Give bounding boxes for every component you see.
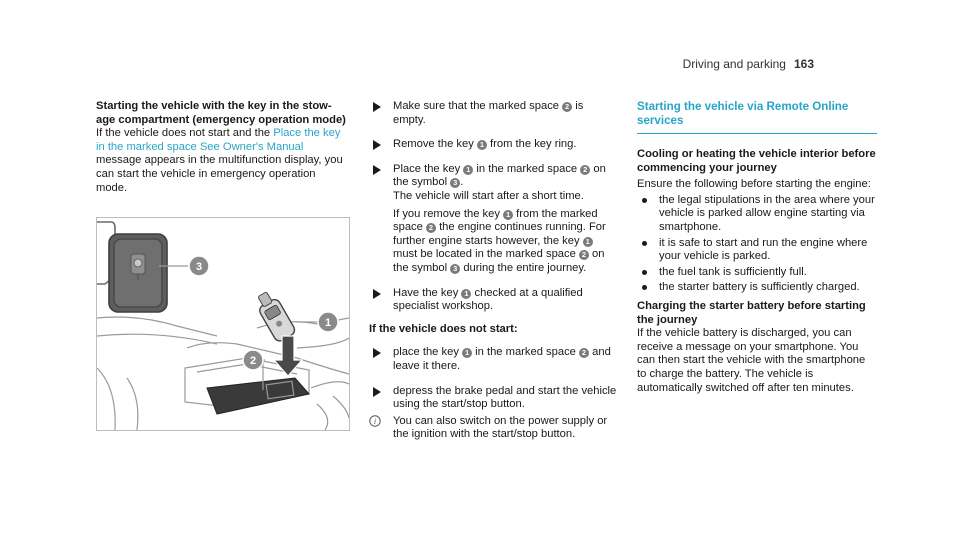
intro-text-end: message appears in the multifunction display, you can start the vehicle in emergency operation mode.: [96, 154, 343, 194]
step-text: Place the key: [393, 162, 464, 175]
step-text: must be located in the marked space: [393, 248, 579, 261]
callout-ref: 1: [462, 348, 472, 358]
step-text: in the marked space: [472, 346, 580, 359]
illustration-frame: [96, 217, 350, 431]
step-place-and-leave: [369, 346, 619, 373]
step-note-remove: [393, 208, 619, 276]
callout-ref: 3: [450, 178, 460, 188]
step-text: Make sure that the marked space: [393, 100, 563, 112]
subheading-charging: Charging the starter battery before starting the journey: [637, 299, 866, 326]
callout-ref: 1: [463, 165, 473, 175]
callout-ref: 1: [503, 210, 513, 220]
ensure-text: Ensure the following before starting the engine:: [637, 178, 871, 191]
step-text: .: [460, 176, 464, 189]
remote-services-heading: Starting the vehicle via Remote Online services: [637, 100, 877, 134]
key-fob-illustration: [253, 289, 297, 343]
step-place-key: [369, 163, 619, 276]
step-arrow-icon: [373, 102, 381, 112]
callout-1-label: 1: [324, 317, 332, 329]
step-text: from the key ring.: [486, 138, 577, 151]
step-text: and leave it there.: [393, 346, 611, 372]
step-text: depress the brake pedal and start the vehicle using the start/stop button.: [393, 384, 617, 411]
callout-ref: 2: [579, 250, 589, 260]
stowage-compartment: [97, 222, 167, 312]
callout-ref: 2: [562, 102, 572, 112]
callout-ref: 1: [477, 140, 487, 150]
callout-ref: 3: [450, 264, 460, 274]
info-note: [369, 415, 619, 442]
intro-paragraph: [96, 127, 348, 195]
step-remove-key: [369, 138, 619, 152]
column-middle: [369, 100, 619, 453]
step-depress-brake: [369, 385, 619, 412]
column-left: [96, 100, 348, 195]
callout-ref: 2: [580, 165, 590, 175]
step-text: place the key: [393, 346, 463, 359]
step-text: Have the key: [393, 286, 462, 299]
step-text: during the entire journey.: [460, 261, 587, 274]
step-arrow-icon: [373, 165, 381, 175]
step-text: is empty.: [393, 100, 584, 126]
step-check-space: [369, 100, 619, 127]
step-arrow-icon: [373, 348, 381, 358]
step-text: in the marked space: [473, 162, 581, 175]
step-text: the engine continues running. For further engine starts however, the key: [393, 221, 606, 247]
bullet-item: it is safe to start and run the engine where your vehicle is parked.: [637, 237, 877, 264]
subheading-cooling-heating: Cooling or heating the vehicle interior before commencing your journey: [637, 148, 876, 174]
step-text: from the marked space: [393, 207, 598, 234]
page-header: [683, 57, 814, 71]
step-arrow-icon: [373, 289, 381, 299]
center-console-illustration: [97, 218, 349, 430]
intro-text: If the vehicle does not start and the: [96, 127, 274, 140]
callout-ref: 1: [461, 289, 471, 299]
callout-3-label: 3: [195, 261, 203, 273]
info-icon: [369, 415, 381, 427]
svg-text:i: i: [373, 416, 377, 426]
step-text: on the symbol: [393, 162, 606, 189]
step-text: on the symbol: [393, 248, 605, 274]
callout-ref: 1: [583, 237, 593, 247]
step-note: The vehicle will start after a short time.: [393, 189, 584, 202]
step-arrow-icon: [373, 140, 381, 150]
bullet-item: the legal stipulations in the area where your vehicle is parked allow engine starting via smartphone.: [637, 194, 877, 235]
callout-ref: 2: [426, 223, 436, 233]
step-text: If you remove the key: [393, 207, 504, 220]
column-right: [637, 100, 877, 395]
info-text: You can also switch on the power supply or the ignition with the start/stop button.: [393, 414, 608, 441]
step-text: Remove the key: [393, 138, 477, 151]
callout-2-label: 2: [249, 355, 257, 367]
subheading-not-start: If the vehicle does not start:: [369, 322, 518, 335]
step-have-key-checked: [369, 287, 619, 314]
section-title: Driving and parking: [682, 57, 786, 71]
charging-text: If the vehicle battery is discharged, you can receive a message on your smartphone. You can then start the vehicle with the smartphone to charge the battery. The vehicle is automatically switched off after ten minutes.: [637, 327, 866, 394]
section-heading: Starting the vehicle with the key in the stow-age compartment (emergency operation mode): [96, 100, 346, 126]
step-arrow-icon: [373, 387, 381, 397]
display-message: Place the key in the marked space See Owner's Manual: [96, 127, 341, 153]
callout-ref: 2: [579, 348, 589, 358]
bullet-item: the fuel tank is sufficiently full.: [637, 266, 877, 280]
page-number: 163: [793, 57, 814, 71]
bullet-item: the starter battery is sufficiently charged.: [637, 281, 877, 295]
step-text: checked at a qualified specialist workshop.: [393, 286, 583, 313]
